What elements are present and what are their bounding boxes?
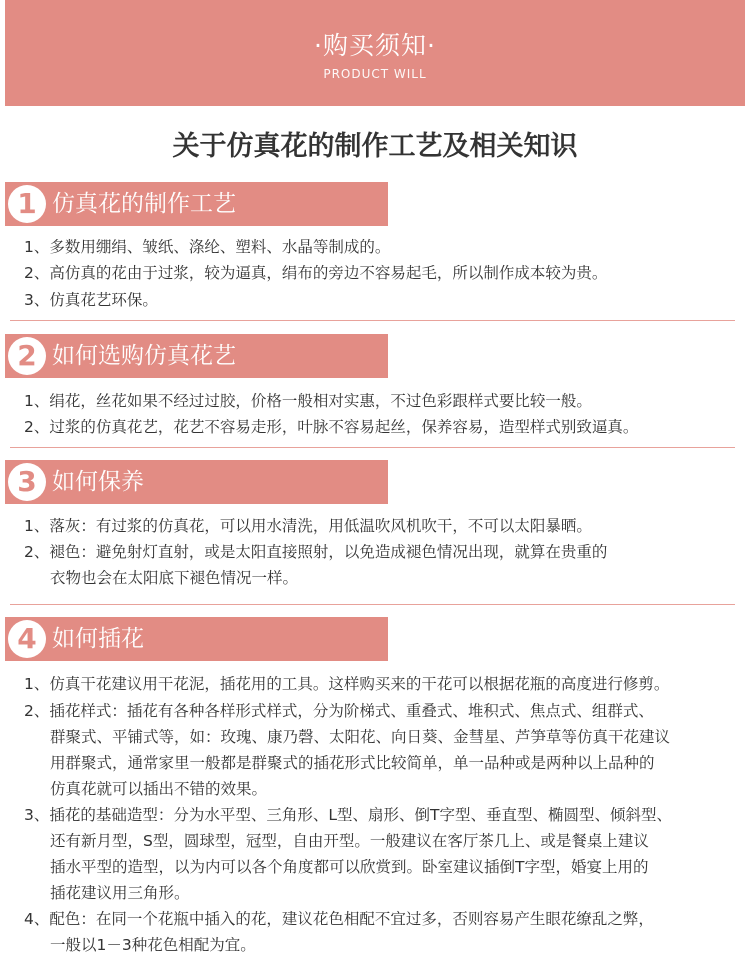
section-header-2 bbox=[5, 334, 388, 378]
page-title: 关于仿真花的制作工艺及相关知识 bbox=[172, 131, 578, 162]
list-item: 1、多数用绷绢、皱纸、涤纶、塑料、水晶等制成的。 bbox=[24, 238, 391, 256]
list-item: 2、褪色：避免射灯直射，或是太阳直接照射，以免造成褪色情况出现，就算在贵重的 bbox=[24, 543, 608, 561]
list-item-continuation: 还有新月型，S型，圆球型，冠型，自由开型。一般建议在客厅茶几上、或是餐桌上建议 bbox=[50, 832, 649, 850]
section-divider bbox=[10, 320, 735, 321]
section-divider bbox=[10, 447, 735, 448]
list-item-continuation: 一般以1－3种花色相配为宜。 bbox=[50, 936, 256, 954]
list-item-continuation: 群聚式、平铺式等，如：玫瑰、康乃磬、太阳花、向日葵、金彗星、芦笋草等仿真干花建议 bbox=[50, 728, 671, 746]
list-item: 4、配色：在同一个花瓶中插入的花，建议花色相配不宜过多，否则容易产生眼花缭乱之弊， bbox=[24, 910, 654, 928]
section-number-badge: 2 bbox=[8, 337, 46, 375]
banner-subtitle: PRODUCT WILL bbox=[323, 67, 427, 81]
list-item: 1、落灰：有过浆的仿真花，可以用水清洗，用低温吹风机吹干，不可以太阳暴晒。 bbox=[24, 517, 592, 535]
list-item: 1、绢花，丝花如果不经过过胶，价格一般相对实惠，不过色彩跟样式要比较一般。 bbox=[24, 392, 592, 410]
header-banner bbox=[5, 0, 745, 106]
list-item-continuation: 仿真花就可以插出不错的效果。 bbox=[50, 780, 268, 798]
section-title: 仿真花的制作工艺 bbox=[52, 191, 236, 217]
section-number-badge: 3 bbox=[8, 463, 46, 501]
list-item-continuation: 插水平型的造型，以为内可以各个角度都可以欣赏到。卧室建议插倒T字型，婚宴上用的 bbox=[50, 858, 649, 876]
section-number-badge: 1 bbox=[8, 185, 46, 223]
section-header-3 bbox=[5, 460, 388, 504]
section-title: 如何保养 bbox=[52, 469, 144, 495]
section-title: 如何选购仿真花艺 bbox=[52, 343, 236, 369]
section-divider bbox=[10, 604, 735, 605]
list-item-continuation: 用群聚式，通常家里一般都是群聚式的插花形式比较简单，单一品种或是两种以上品种的 bbox=[50, 754, 655, 772]
section-header-4 bbox=[5, 617, 388, 661]
section-title: 如何插花 bbox=[52, 626, 144, 652]
list-item: 3、仿真花艺环保。 bbox=[24, 291, 158, 309]
list-item-continuation: 衣物也会在太阳底下褪色情况一样。 bbox=[50, 569, 299, 587]
list-item: 2、插花样式：插花有各种各样形式样式，分为阶梯式、重叠式、堆积式、焦点式、组群式、 bbox=[24, 702, 654, 720]
section-number-badge: 4 bbox=[8, 620, 46, 658]
list-item: 1、仿真干花建议用干花泥，插花用的工具。这样购买来的干花可以根据花瓶的高度进行修剪。 bbox=[24, 675, 670, 693]
list-item: 2、过浆的仿真花艺，花艺不容易走形，叶脉不容易起丝，保养容易，造型样式别致逼真。 bbox=[24, 418, 639, 436]
section-header-1 bbox=[5, 182, 388, 226]
list-item: 2、高仿真的花由于过浆，较为逼真，绢布的旁边不容易起毛，所以制作成本较为贵。 bbox=[24, 264, 608, 282]
list-item: 3、插花的基础造型：分为水平型、三角形、L型、扇形、倒T字型、垂直型、椭圆型、倾斜型、 bbox=[24, 806, 672, 824]
banner-title: ·购买须知· bbox=[314, 31, 436, 60]
list-item-continuation: 插花建议用三角形。 bbox=[50, 884, 190, 902]
